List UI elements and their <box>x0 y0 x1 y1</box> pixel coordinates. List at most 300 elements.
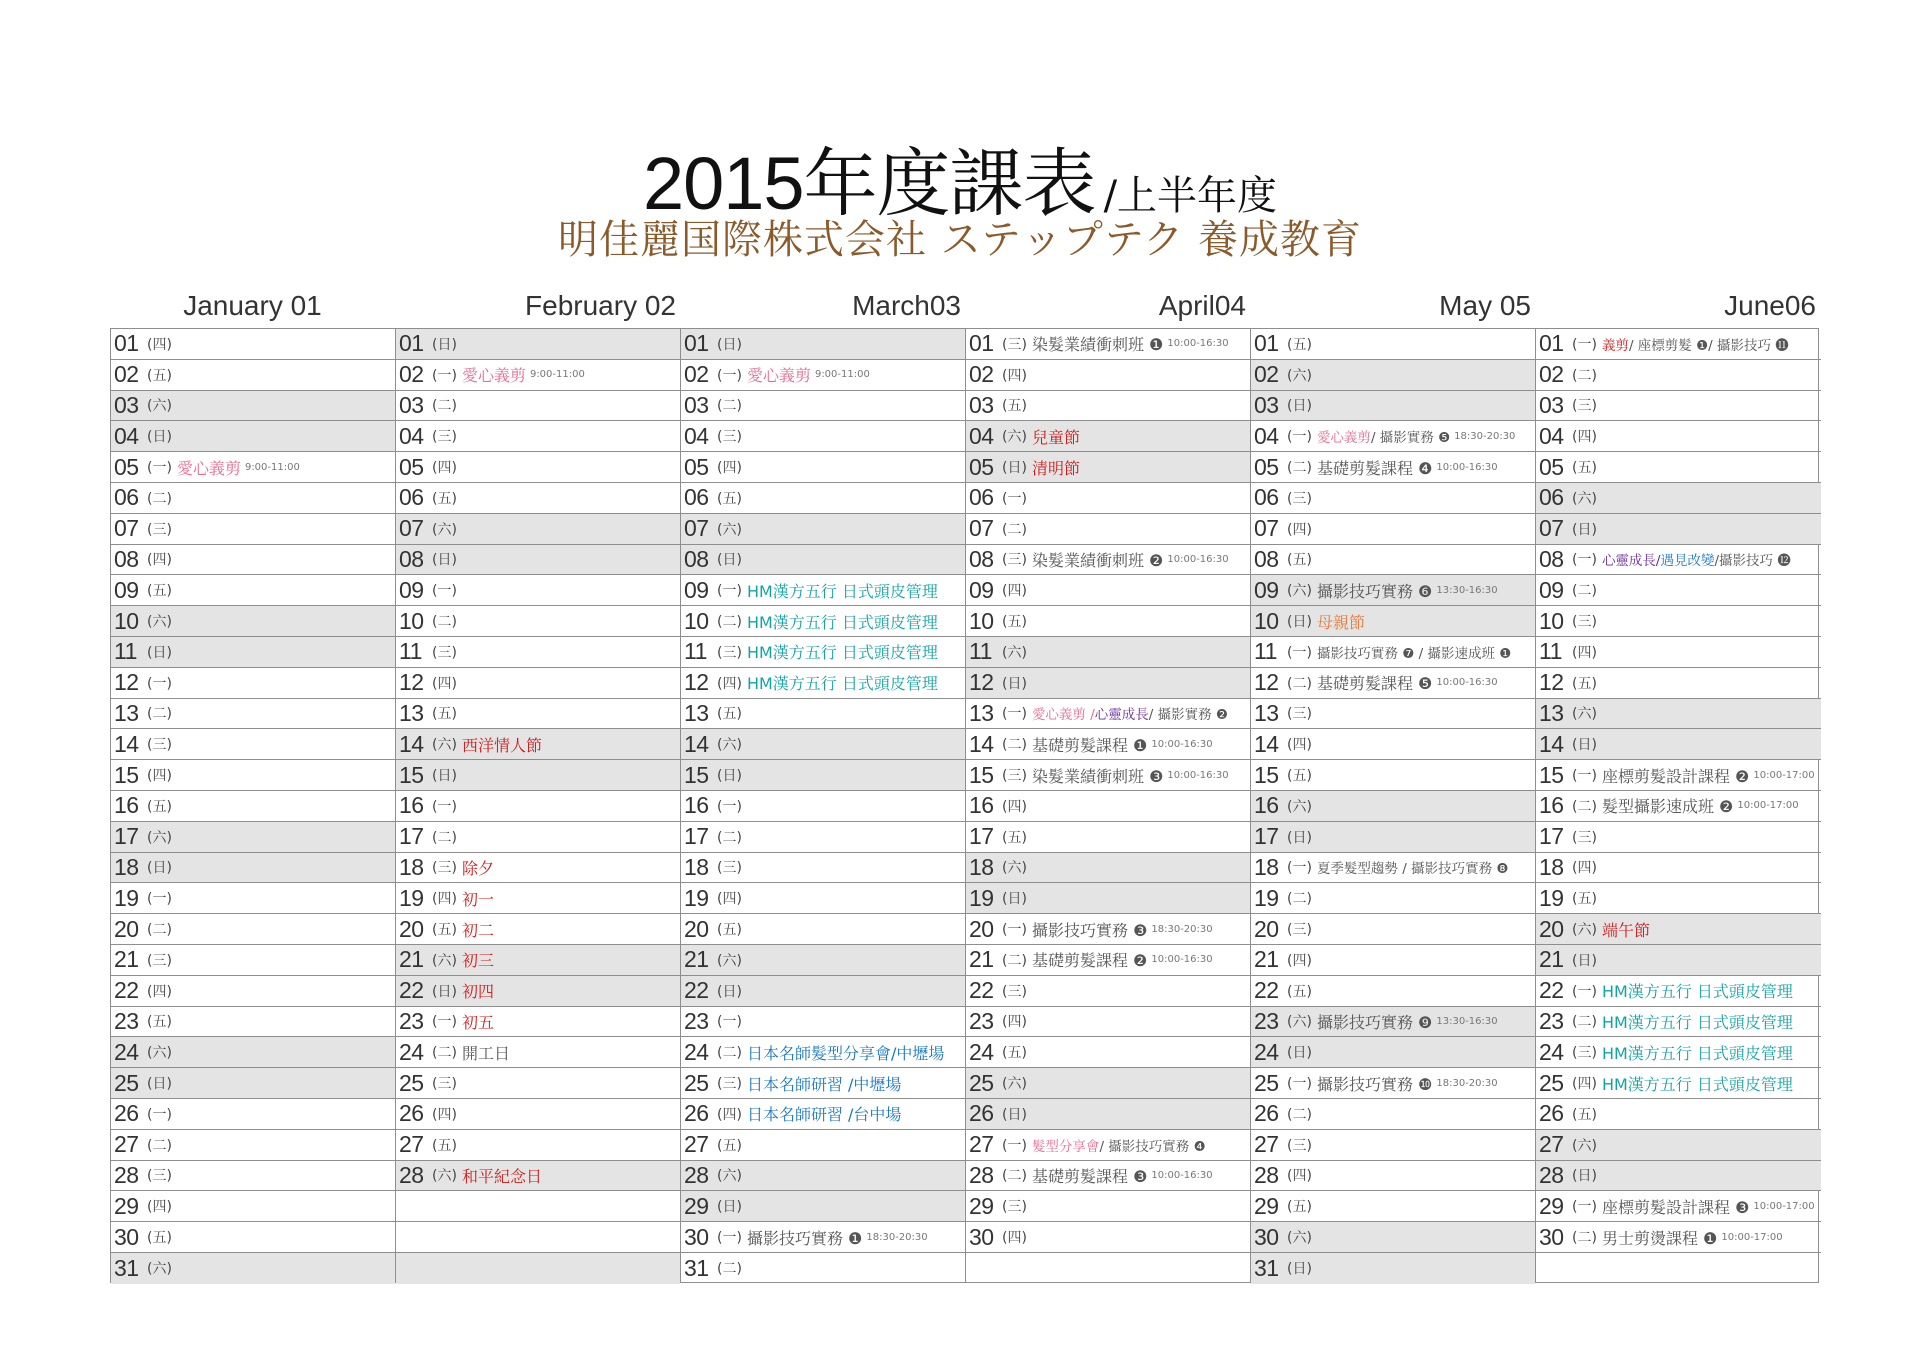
day-number: 14 <box>114 730 139 757</box>
weekday: (二) <box>717 1045 742 1062</box>
day-number: 06 <box>114 484 139 511</box>
day-number: 28 <box>114 1161 139 1188</box>
day-cell <box>396 1007 680 1038</box>
day-cell <box>111 883 395 914</box>
event-time: 9:00-11:00 <box>529 369 585 381</box>
weekday: (四) <box>432 460 457 477</box>
day-cell <box>396 452 680 483</box>
day-cell <box>966 637 1250 668</box>
event-text-part: / 座標剪髮 ❶/ 攝影技巧 ⓫ <box>1628 337 1789 354</box>
day-number: 21 <box>399 946 424 973</box>
day-number: 22 <box>969 977 994 1004</box>
weekday: (二) <box>1572 367 1597 384</box>
day-number: 21 <box>114 946 139 973</box>
day-number: 23 <box>684 1007 709 1034</box>
day-number: 02 <box>969 361 994 388</box>
day-number: 05 <box>1539 453 1564 480</box>
day-number: 24 <box>684 1038 709 1065</box>
day-number: 02 <box>1539 361 1564 388</box>
day-cell <box>1536 914 1821 945</box>
day-number: 20 <box>969 915 994 942</box>
event-text: 攝影技巧實務 ❼ / 攝影速成班 ❶ <box>1316 645 1512 662</box>
day-number: 30 <box>1539 1223 1564 1250</box>
day-number: 27 <box>969 1131 994 1158</box>
weekday: (二) <box>1002 521 1027 538</box>
day-cell <box>966 421 1250 452</box>
weekday: (六) <box>1572 922 1597 939</box>
day-cell <box>966 1161 1250 1192</box>
weekday: (日) <box>432 552 457 569</box>
day-number: 03 <box>684 391 709 418</box>
weekday: (四) <box>1572 429 1597 446</box>
day-number: 26 <box>1539 1100 1564 1127</box>
weekday: (三) <box>1287 706 1312 723</box>
event-text: 西洋情人節 <box>461 735 542 755</box>
weekday: (日) <box>1287 398 1312 415</box>
day-number: 30 <box>684 1223 709 1250</box>
event-text: 初三 <box>461 951 494 971</box>
weekday: (日) <box>1287 829 1312 846</box>
event-text: 愛心義剪 <box>461 366 526 386</box>
day-cell <box>966 791 1250 822</box>
weekday: (四) <box>1287 737 1312 754</box>
day-cell <box>681 575 965 606</box>
event-text: 除夕 <box>461 858 494 878</box>
day-cell <box>681 1007 965 1038</box>
weekday: (六) <box>1572 706 1597 723</box>
event-time: 10:00-17:00 <box>1721 1231 1783 1243</box>
day-cell <box>1536 1068 1821 1099</box>
day-number: 26 <box>969 1100 994 1127</box>
event-text: 基礎剪髮課程 ❹ <box>1316 458 1433 478</box>
day-cell <box>1251 791 1535 822</box>
weekday: (三) <box>1572 398 1597 415</box>
weekday: (三) <box>717 860 742 877</box>
day-cell <box>966 483 1250 514</box>
day-cell <box>966 945 1250 976</box>
title-sub: /上半年度 <box>1103 173 1278 219</box>
day-number: 24 <box>399 1038 424 1065</box>
event-time: 10:00-16:30 <box>1436 461 1498 473</box>
event-text: 攝影技巧實務 ❿ <box>1316 1074 1433 1094</box>
day-cell <box>1536 575 1821 606</box>
day-cell <box>1251 1068 1535 1099</box>
day-number: 02 <box>399 361 424 388</box>
weekday: (二) <box>1572 583 1597 600</box>
day-cell <box>111 853 395 884</box>
weekday: (一) <box>432 367 457 384</box>
month-column <box>1536 329 1821 1282</box>
event-time: 10:00-16:30 <box>1167 553 1229 565</box>
weekday: (六) <box>1002 644 1027 661</box>
weekday: (日) <box>147 1076 172 1093</box>
day-number: 04 <box>1539 422 1564 449</box>
day-number: 16 <box>969 792 994 819</box>
event-text-part: /攝影技巧 ⓬ <box>1714 553 1791 570</box>
day-number: 13 <box>1539 699 1564 726</box>
day-number: 15 <box>684 761 709 788</box>
day-cell <box>1536 791 1821 822</box>
day-cell <box>1536 391 1821 422</box>
day-cell <box>966 1222 1250 1253</box>
day-cell <box>966 1130 1250 1161</box>
day-cell <box>111 360 395 391</box>
event-time: 10:00-17:00 <box>1753 769 1815 781</box>
day-number: 23 <box>969 1007 994 1034</box>
day-number: 16 <box>1539 792 1564 819</box>
day-cell <box>111 1222 395 1253</box>
weekday: (三) <box>147 952 172 969</box>
day-number: 24 <box>1539 1038 1564 1065</box>
day-number: 14 <box>684 730 709 757</box>
event-text: HM漢方五行 日式頭皮管理 <box>1601 1012 1793 1032</box>
day-cell <box>111 791 395 822</box>
day-cell <box>966 545 1250 576</box>
event-time: 10:00-17:00 <box>1753 1200 1815 1212</box>
day-number: 16 <box>684 792 709 819</box>
weekday: (三) <box>432 860 457 877</box>
weekday: (三) <box>432 1076 457 1093</box>
day-number: 10 <box>969 607 994 634</box>
day-cell <box>966 1253 1250 1284</box>
day-number: 09 <box>114 576 139 603</box>
day-number: 11 <box>114 638 137 665</box>
day-number: 20 <box>1254 915 1279 942</box>
day-number: 05 <box>684 453 709 480</box>
day-cell <box>681 514 965 545</box>
day-number: 12 <box>1254 669 1279 696</box>
day-number: 26 <box>399 1100 424 1127</box>
weekday: (五) <box>1002 614 1027 631</box>
day-number: 20 <box>399 915 424 942</box>
day-cell <box>396 822 680 853</box>
weekday: (四) <box>432 675 457 692</box>
weekday: (六) <box>432 737 457 754</box>
weekday: (一) <box>1002 706 1027 723</box>
day-cell <box>681 545 965 576</box>
day-number: 10 <box>399 607 424 634</box>
weekday: (一) <box>1572 768 1597 785</box>
weekday: (一) <box>1572 1199 1597 1216</box>
day-cell <box>1251 1222 1535 1253</box>
day-number: 07 <box>114 515 139 542</box>
weekday: (六) <box>147 829 172 846</box>
day-cell <box>1536 822 1821 853</box>
event-time: 9:00-11:00 <box>814 369 870 381</box>
event-text: 基礎剪髮課程 ❸ <box>1031 1166 1148 1186</box>
day-number: 01 <box>969 330 994 357</box>
day-number: 12 <box>684 669 709 696</box>
day-cell <box>111 329 395 360</box>
day-number: 18 <box>969 853 994 880</box>
day-cell <box>1536 360 1821 391</box>
day-number: 13 <box>114 699 139 726</box>
day-number: 04 <box>114 422 139 449</box>
day-cell <box>1251 729 1535 760</box>
day-cell <box>966 1099 1250 1130</box>
day-number: 19 <box>969 884 994 911</box>
month-label: May 05 <box>1439 290 1531 321</box>
day-cell <box>1251 1007 1535 1038</box>
day-cell <box>396 421 680 452</box>
weekday: (四) <box>1002 798 1027 815</box>
event-text: HM漢方五行 日式頭皮管理 <box>746 581 938 601</box>
day-cell <box>1251 853 1535 884</box>
day-number: 03 <box>1254 391 1279 418</box>
weekday: (五) <box>717 922 742 939</box>
day-cell <box>396 1068 680 1099</box>
event-text: 基礎剪髮課程 ❺ <box>1316 674 1433 694</box>
weekday: (四) <box>717 460 742 477</box>
weekday: (六) <box>1002 429 1027 446</box>
weekday: (六) <box>717 737 742 754</box>
day-cell <box>396 760 680 791</box>
weekday: (四) <box>717 1106 742 1123</box>
event-text: 初五 <box>461 1012 494 1032</box>
event-text: 染髮業績衝刺班 ❸ <box>1031 766 1164 786</box>
event-text: HM漢方五行 日式頭皮管理 <box>746 674 938 694</box>
day-number: 23 <box>399 1007 424 1034</box>
day-number: 08 <box>114 545 139 572</box>
day-cell <box>681 883 965 914</box>
day-number: 19 <box>1539 884 1564 911</box>
weekday: (五) <box>1572 1106 1597 1123</box>
weekday: (六) <box>717 952 742 969</box>
day-cell <box>111 637 395 668</box>
month-label: January 01 <box>183 290 322 321</box>
day-number: 15 <box>1254 761 1279 788</box>
weekday: (四) <box>1572 644 1597 661</box>
weekday: (日) <box>1002 891 1027 908</box>
weekday: (六) <box>1572 1137 1597 1154</box>
day-number: 30 <box>114 1223 139 1250</box>
day-number: 20 <box>684 915 709 942</box>
weekday: (一) <box>717 367 742 384</box>
day-cell <box>111 760 395 791</box>
day-number: 10 <box>114 607 139 634</box>
day-cell <box>966 360 1250 391</box>
event-text-part: 心靈成長/ <box>1601 553 1661 570</box>
day-number: 02 <box>1254 361 1279 388</box>
event-time: 10:00-16:30 <box>1151 954 1213 966</box>
weekday: (一) <box>1287 1076 1312 1093</box>
event-text: HM漢方五行 日式頭皮管理 <box>1601 1074 1793 1094</box>
day-number: 17 <box>1254 823 1279 850</box>
event-text-part: 愛心義剪 <box>1316 430 1371 447</box>
weekday: (六) <box>717 1168 742 1185</box>
weekday: (六) <box>432 521 457 538</box>
day-number: 12 <box>114 669 139 696</box>
day-cell <box>681 699 965 730</box>
day-number: 10 <box>1539 607 1564 634</box>
day-number: 27 <box>114 1131 139 1158</box>
day-cell <box>966 853 1250 884</box>
day-cell <box>681 606 965 637</box>
weekday: (日) <box>1572 737 1597 754</box>
day-number: 18 <box>684 853 709 880</box>
event-text: 攝影技巧實務 ❻ <box>1316 581 1433 601</box>
event-text: 夏季髮型趨勢 / 攝影技巧實務 ❽ <box>1316 861 1509 878</box>
event-text: HM漢方五行 日式頭皮管理 <box>1601 982 1793 1002</box>
weekday: (四) <box>1002 1014 1027 1031</box>
day-cell <box>111 1007 395 1038</box>
event-time: 10:00-16:30 <box>1167 338 1229 350</box>
day-number: 17 <box>399 823 424 850</box>
calendar-grid <box>110 328 1819 1283</box>
day-number: 18 <box>1539 853 1564 880</box>
weekday: (六) <box>1287 1014 1312 1031</box>
weekday: (五) <box>432 922 457 939</box>
day-cell <box>111 575 395 606</box>
day-number: 20 <box>114 915 139 942</box>
event-text: HM漢方五行 日式頭皮管理 <box>746 643 938 663</box>
event-text: 髮型攝影速成班 ❷ <box>1601 797 1734 817</box>
day-cell <box>1251 1037 1535 1068</box>
day-cell <box>966 883 1250 914</box>
day-cell <box>681 1253 965 1284</box>
weekday: (六) <box>432 1168 457 1185</box>
weekday: (三) <box>1572 1045 1597 1062</box>
day-cell <box>681 1068 965 1099</box>
weekday: (四) <box>147 983 172 1000</box>
event-time: 18:30-20:30 <box>866 1231 928 1243</box>
day-number: 01 <box>114 330 139 357</box>
day-cell <box>1251 760 1535 791</box>
weekday: (二) <box>1287 1106 1312 1123</box>
weekday: (六) <box>147 398 172 415</box>
day-cell <box>1251 883 1535 914</box>
day-number: 11 <box>1254 638 1277 665</box>
day-cell <box>1536 1130 1821 1161</box>
day-number: 07 <box>1539 515 1564 542</box>
day-cell <box>396 1037 680 1068</box>
day-number: 19 <box>1254 884 1279 911</box>
weekday: (三) <box>1002 336 1027 353</box>
day-number: 22 <box>1254 977 1279 1004</box>
weekday: (三) <box>717 429 742 446</box>
event-text: 攝影技巧實務 ❾ <box>1316 1012 1433 1032</box>
month-label: April04 <box>1158 290 1246 321</box>
day-cell <box>111 391 395 422</box>
day-cell <box>111 945 395 976</box>
weekday: (一) <box>717 798 742 815</box>
weekday: (二) <box>147 922 172 939</box>
event-text: HM漢方五行 日式頭皮管理 <box>1601 1043 1793 1063</box>
weekday: (五) <box>432 706 457 723</box>
day-cell <box>111 822 395 853</box>
day-number: 01 <box>1539 330 1564 357</box>
day-number: 05 <box>1254 453 1279 480</box>
event-text: 日本名師髮型分享會/中壢場 <box>746 1043 945 1063</box>
event-time: 10:00-16:30 <box>1167 769 1229 781</box>
weekday: (日) <box>1002 1106 1027 1123</box>
day-number: 16 <box>399 792 424 819</box>
weekday: (一) <box>1572 552 1597 569</box>
day-cell <box>1251 452 1535 483</box>
event-text-part: / 攝影技巧實務 ❹ <box>1099 1138 1206 1155</box>
day-number: 17 <box>684 823 709 850</box>
weekday: (四) <box>1287 1168 1312 1185</box>
month-column <box>1251 329 1536 1282</box>
company-subtitle: 明佳麗国際株式会社 ステップテク 養成教育 <box>557 217 1363 263</box>
day-cell <box>1536 637 1821 668</box>
event-text: 日本名師研習 /中壢場 <box>746 1074 902 1094</box>
day-cell <box>1251 1253 1535 1284</box>
day-number: 18 <box>1254 853 1279 880</box>
day-number: 16 <box>114 792 139 819</box>
day-cell <box>396 1253 680 1284</box>
day-number: 31 <box>114 1254 139 1281</box>
weekday: (一) <box>1287 429 1312 446</box>
day-cell <box>681 637 965 668</box>
weekday: (一) <box>1002 490 1027 507</box>
day-number: 15 <box>969 761 994 788</box>
month-column <box>681 329 966 1282</box>
month-header-row <box>110 290 1819 324</box>
weekday: (日) <box>1572 952 1597 969</box>
day-cell <box>1536 1037 1821 1068</box>
day-cell <box>396 329 680 360</box>
event-text-part: / 攝影實務 ❷ <box>1148 707 1229 724</box>
weekday: (六) <box>1287 1230 1312 1246</box>
weekday: (二) <box>1287 675 1312 692</box>
weekday: (日) <box>717 983 742 1000</box>
event-text-part: 心靈成長 <box>1094 707 1149 724</box>
event-text-part: 義剪 <box>1601 337 1629 354</box>
weekday: (二) <box>432 1045 457 1062</box>
weekday: (四) <box>1572 1076 1597 1093</box>
day-number: 26 <box>1254 1100 1279 1127</box>
day-cell <box>681 452 965 483</box>
day-cell <box>1251 606 1535 637</box>
day-number: 28 <box>399 1161 424 1188</box>
weekday: (四) <box>1002 583 1027 600</box>
weekday: (二) <box>1572 798 1597 815</box>
day-cell <box>1536 545 1821 576</box>
weekday: (五) <box>717 1137 742 1154</box>
weekday: (三) <box>1002 1199 1027 1216</box>
day-number: 08 <box>684 545 709 572</box>
weekday: (二) <box>147 1137 172 1154</box>
event-time: 10:00-16:30 <box>1436 677 1498 689</box>
weekday: (二) <box>717 614 742 631</box>
day-cell <box>111 914 395 945</box>
day-cell <box>681 1161 965 1192</box>
day-cell <box>111 483 395 514</box>
event-time: 18:30-20:30 <box>1436 1077 1498 1089</box>
day-cell <box>966 760 1250 791</box>
weekday: (一) <box>717 583 742 600</box>
day-cell <box>111 1253 395 1284</box>
day-number: 21 <box>1254 946 1279 973</box>
weekday: (日) <box>1287 614 1312 631</box>
month-label: March03 <box>852 290 961 321</box>
weekday: (六) <box>1287 798 1312 815</box>
weekday: (三) <box>432 429 457 446</box>
day-cell <box>1536 668 1821 699</box>
day-number: 17 <box>969 823 994 850</box>
day-number: 25 <box>114 1069 139 1096</box>
weekday: (五) <box>1287 1199 1312 1216</box>
day-cell <box>681 483 965 514</box>
day-cell <box>396 575 680 606</box>
event-text-part: / 攝影實務 ❺ <box>1370 430 1451 447</box>
event-time: 10:00-16:30 <box>1151 738 1213 750</box>
day-number: 14 <box>399 730 424 757</box>
event-time: 13:30-16:30 <box>1436 584 1498 596</box>
day-cell <box>1536 421 1821 452</box>
day-cell <box>1251 945 1535 976</box>
